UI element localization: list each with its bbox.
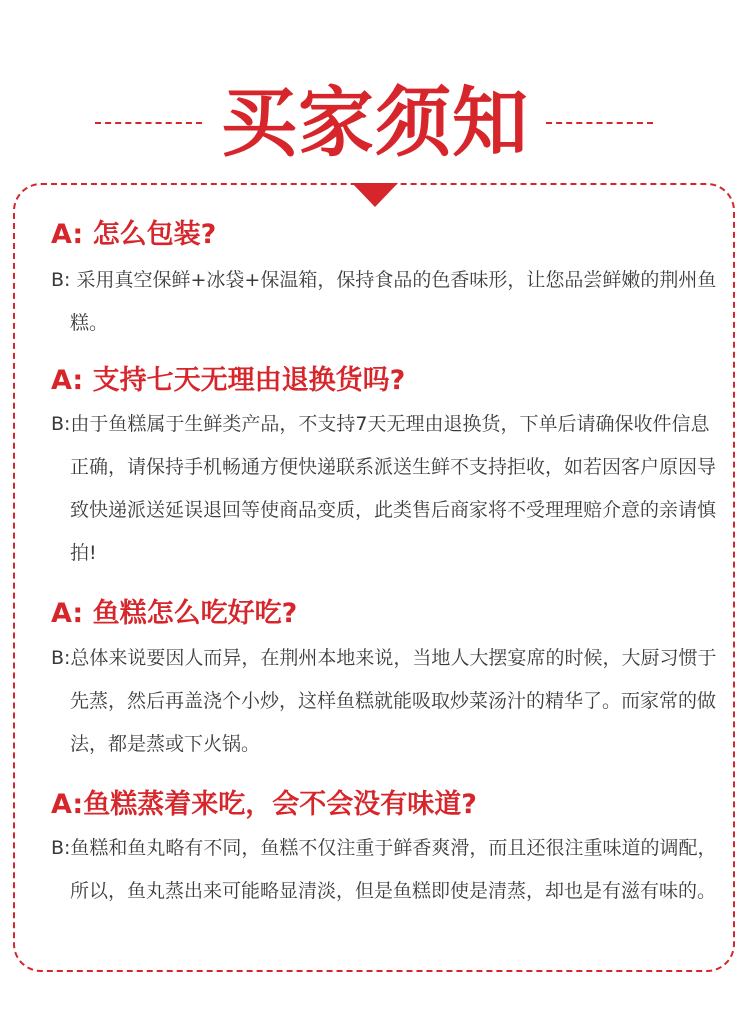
card-pointer-triangle xyxy=(352,183,398,207)
page-title: 买家须知 xyxy=(221,78,529,167)
faq-item xyxy=(51,215,721,345)
faq-item xyxy=(51,361,721,575)
faq-answer: B:由于鱼糕属于生鲜类产品，不支持7天无理由退换货，下单后请确保收件信息正确，请保持手机畅通方便快递联系派送生鲜不支持拒收，如若因客户原因导致快递派送延误退回等使商品变质，此类售后商家将不受理理赔介意的亲请慎拍! xyxy=(51,413,717,564)
faq-question: A:鱼糕蒸着来吃，会不会没有味道? xyxy=(51,789,477,820)
faq-item xyxy=(51,785,721,913)
faq-answer: B:鱼糕和鱼丸略有不同，鱼糕不仅注重于鲜香爽滑，而且还很注重味道的调配，所以，鱼丸蒸出来可能略显清淡，但是鱼糕即使是清蒸，却也是有滋有味的。 xyxy=(51,837,717,902)
faq-question: A: 怎么包装? xyxy=(51,219,217,250)
faq-question: A: 支持七天无理由退换货吗? xyxy=(51,365,406,396)
title-row xyxy=(0,78,750,168)
faq-answer: B: 采用真空保鲜+冰袋+保温箱，保持食品的色香味形，让您品尝鲜嫩的荆州鱼糕。 xyxy=(51,269,717,334)
faq-question: A: 鱼糕怎么吃好吃? xyxy=(51,598,298,629)
title-divider-right xyxy=(546,122,653,124)
faq-item xyxy=(51,594,721,766)
faq-answer: B:总体来说要因人而异，在荆州本地来说，当地人大摆宴席的时候，大厨习惯于先蒸，然后再盖浇个小炒，这样鱼糕就能吸取炒菜汤汁的精华了。而家常的做法，都是蒸或下火锅。 xyxy=(51,647,717,755)
